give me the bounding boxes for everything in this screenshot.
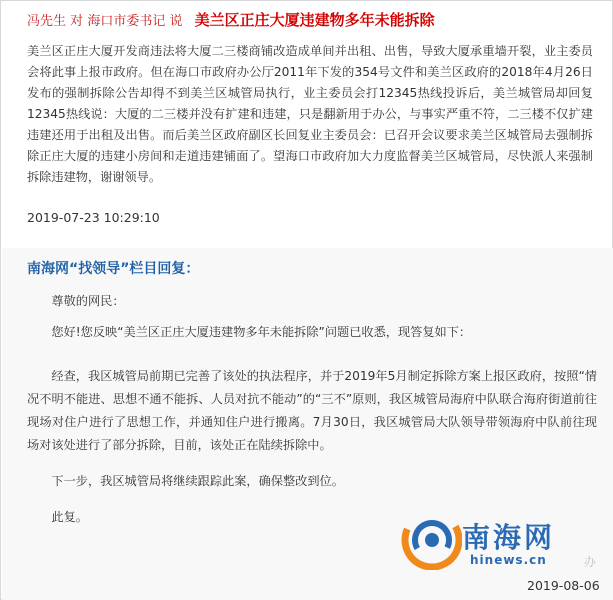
reply-section [2,248,613,600]
reply-greeting: 尊敬的网民： [51,294,125,308]
logo-domain-text: hinews.cn [470,553,547,567]
reply-closing: 此复。 [51,510,88,524]
reply-acknowledgement: 您好!您反映“美兰区正庄大厦违建物多年未能拆除”问题已收悉，现答复如下： [51,325,472,339]
reply-next-step: 下一步，我区城管局将继续跟踪此案，确保整改到位。 [51,474,344,488]
question-title: 美兰区正庄大厦违建物多年未能拆除 [194,11,435,29]
reply-date: 2019-08-06 [527,578,600,593]
question-timestamp: 2019-07-23 10:29:10 [27,210,160,225]
reply-title: 南海网“找领导”栏目回复： [27,261,200,277]
logo-partial-text: 办 [584,555,597,569]
question-dui: 对 [70,14,84,29]
question-section [1,1,612,236]
question-header [27,10,435,32]
question-body: 美兰区正庄大厦开发商违法将大厦二三楼商铺改造成单间并出租、出售，导致大厦承重墙开裂，业主委员会将此事上报市政府。但在海口市政府办公厅2011年下发的354号文件和美兰区政府的2018年4月26日发布的强制拆除公告却得不到美兰区城管局执行，业主委员会打12345热线投诉后，美兰城管局却回复12345热线说：大厦的二三楼并没有扩建和违建，只是翻新用于办公，与事实严重不符，二三楼不仅扩建违建还用于出租及出售。而后美兰区政府副区长回复业主委员会：已召开会议要求美兰区城管局去强制拆除正庄大厦的违建小房间和走道违建铺面了。望海口市政府加大力度监督美兰区城管局，尽快派人来强制拆除违建物，谢谢领导。 [27,44,593,184]
question-recipient: 海口市委书记 说 [87,14,183,29]
logo-brand-text: 南海网 [462,521,556,554]
hinews-watermark-logo [400,508,605,586]
question-author: 冯先生 [27,14,67,29]
reply-main-paragraph: 经查，我区城管局前期已完善了该处的执法程序，并于2019年5月制定拆除方案上报区政府，按照“情况不明不能进、思想不通不能拆、人员对抗不能动”的“三不”原则，我区城管局海府中队联合海府街道前往现场对住户进行了思想工作，并通知住户进行搬离。7月30日，我区城管局大队领导带领海府中队前往现场对该处进行了部分拆除，目前，该处正在陆续拆除中。 [27,369,597,452]
nanhai-swirl-logo-icon [400,508,462,570]
